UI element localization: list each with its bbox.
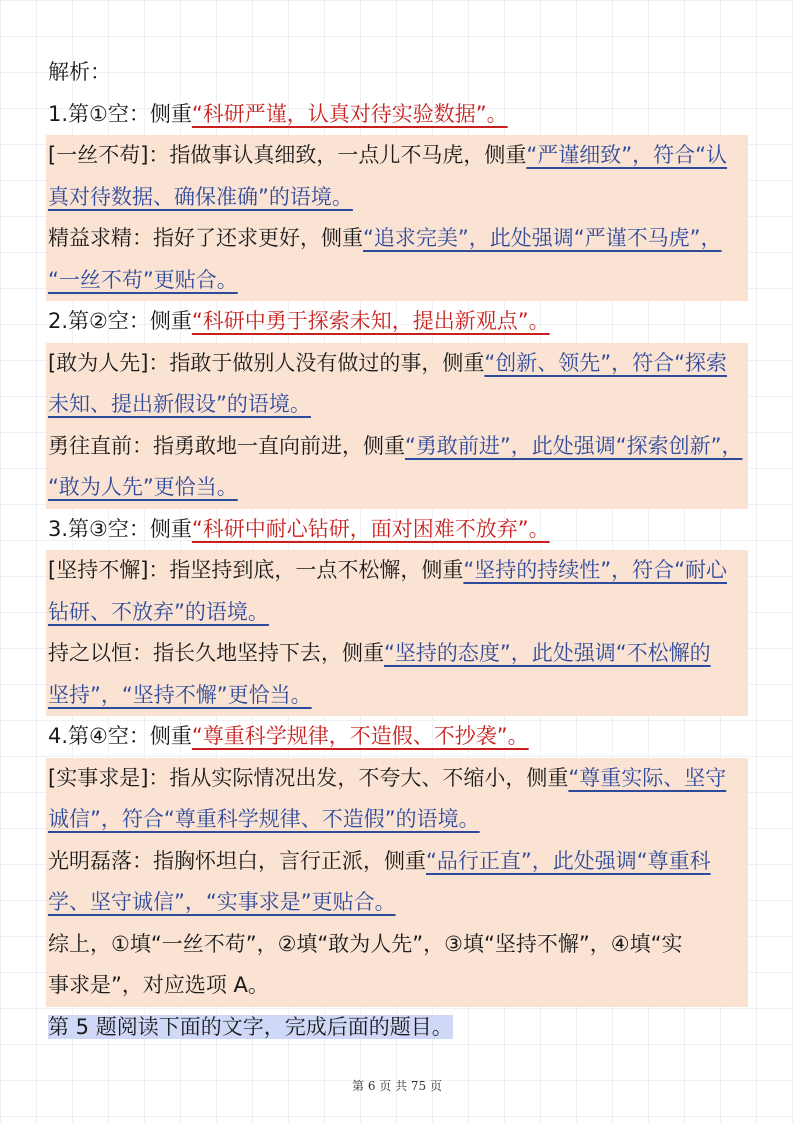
option-focus-cont: “敢为人先”更恰当。 — [48, 475, 238, 499]
option-focus: “坚持的持续性”，符合“耐心 — [463, 558, 728, 582]
option-focus-cont: 真对待数据、确保准确”的语境。 — [48, 184, 353, 209]
option-focus-cont: 钻研、不放弃”的语境。 — [48, 599, 269, 624]
blank-2-option-2 — [46, 426, 748, 509]
blank-4-option-1 — [46, 758, 748, 841]
blank-2-option-1 — [46, 343, 748, 426]
blank-1-title — [48, 94, 748, 136]
blank-3-title — [48, 509, 748, 551]
blank-1-title-text: 1.第①空：侧重 — [48, 101, 192, 126]
option-focus: “坚持的态度”，此处强调“不松懈的 — [384, 641, 711, 665]
option-lead: [一丝不苟]：指做事认真细致，一点儿不马虎，侧重 — [48, 143, 527, 167]
option-focus-cont: 坚持”，“坚持不懈”更恰当。 — [48, 682, 312, 707]
option-focus: “追求完美”，此处强调“严谨不马虎”， — [363, 226, 722, 250]
blank-1-option-2 — [46, 218, 748, 301]
blank-3-option-1 — [46, 550, 748, 633]
blank-2-title-text: 2.第②空：侧重 — [48, 309, 192, 333]
blank-4-title-text: 4.第④空：侧重 — [48, 724, 192, 748]
option-lead: 精益求精：指好了还求更好，侧重 — [48, 226, 363, 250]
option-lead: 勇往直前：指勇敢地一直向前进，侧重 — [48, 433, 405, 458]
option-focus-cont: 未知、提出新假设”的语境。 — [48, 392, 311, 416]
summary-block — [46, 924, 748, 1007]
blank-1-option-1 — [46, 135, 748, 218]
summary-line-1: 综上，①填“一丝不苟”，②填“敢为人先”，③填“坚持不懈”，④填“实 — [48, 931, 683, 956]
blank-4-title — [48, 716, 748, 758]
blank-3-option-2 — [46, 633, 748, 716]
summary-line-2: 事求是”，对应选项 A。 — [48, 973, 269, 997]
analysis-page — [48, 52, 748, 1048]
option-focus: “尊重实际、坚守 — [568, 765, 727, 790]
next-question-text: 第 5 题阅读下面的文字，完成后面的题目。 — [48, 1014, 453, 1039]
option-lead: 光明磊落：指胸怀坦白，言行正派，侧重 — [48, 848, 426, 873]
blank-2-title — [48, 301, 748, 343]
option-focus-cont: “一丝不苟”更贴合。 — [48, 267, 238, 292]
option-focus-cont: 诚信”，符合“尊重科学规律、不造假”的语境。 — [48, 807, 480, 831]
blank-3-focus: “科研中耐心钻研，面对困难不放弃”。 — [191, 516, 550, 541]
next-question-heading — [48, 1007, 748, 1049]
blank-4-focus: “尊重科学规律，不造假、不抄袭”。 — [191, 724, 529, 748]
option-lead: [实事求是]：指从实际情况出发，不夸大、不缩小，侧重 — [48, 765, 569, 790]
blank-1-focus: “科研严谨，认真对待实验数据”。 — [191, 101, 508, 126]
page-number-footer: 第 6 页 共 75 页 — [352, 1079, 442, 1093]
option-lead: 持之以恒：指长久地坚持下去，侧重 — [48, 641, 384, 665]
blank-2-focus: “科研中勇于探索未知，提出新观点”。 — [191, 309, 550, 333]
option-lead: [坚持不懈]：指坚持到底，一点不松懈，侧重 — [48, 558, 464, 582]
option-focus-cont: 学、坚守诚信”，“实事求是”更贴合。 — [48, 890, 396, 914]
option-lead: [敢为人先]：指敢于做别人没有做过的事，侧重 — [48, 350, 485, 375]
analysis-heading: 解析： — [48, 60, 111, 84]
blank-3-title-text: 3.第③空：侧重 — [48, 516, 192, 541]
blank-4-option-2 — [46, 841, 748, 924]
option-focus: “勇敢前进”，此处强调“探索创新”， — [405, 433, 743, 458]
option-focus: “品行正直”，此处强调“尊重科 — [426, 848, 711, 873]
option-focus: “严谨细致”，符合“认 — [526, 143, 728, 167]
option-focus: “创新、领先”，符合“探索 — [484, 350, 728, 375]
